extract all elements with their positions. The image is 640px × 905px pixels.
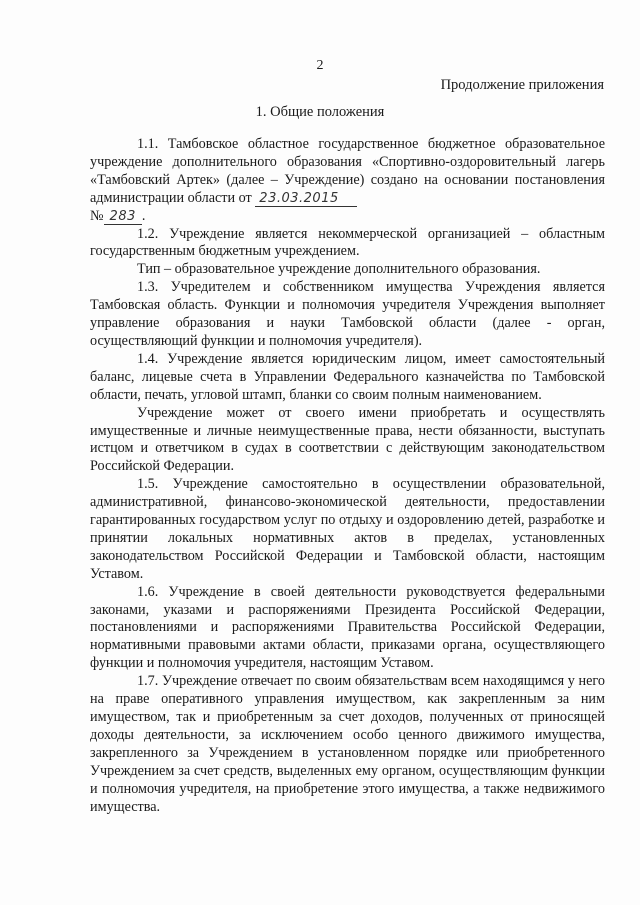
paragraph: Учреждение может от своего имени приобретать и осуществлять имущественные и личные неимущественные права, нести обязанности, выступать истцом и ответчиком в судах в соответствии с действующим законодательством Российской Федерации. xyxy=(90,404,605,475)
document-body xyxy=(90,136,605,816)
page-number: 2 xyxy=(316,58,324,73)
paragraph: 1.5. Учреждение самостоятельно в осуществлении образовательной, административной, финансово-экономической деятельности, предоставлении гарантированных государством услуг по отдыху и оздоровлению детей, разработке и принятии локальных нормативных актов в пределах, установленных законодательством Российской Федерации и Тамбовской области, настоящим Уставом. xyxy=(90,476,605,582)
paragraph: 1.7. Учреждение отвечает по своим обязательствам всем находящимся у него на праве оперативного управления имуществом, как закрепленным за ним имуществом, так и приобретенным за счет доходов, полученных от приносящей доходы деятельности, за исключением особо ценного движимого имущества, закрепленного за Учреждением в установленном порядке или приобретенного Учреждением за счет средств, выделенных ему органом, осуществляющим функции и полномочия учредителя, на приобретение этого имущества, а также недвижимого имущества. xyxy=(90,673,605,815)
paragraph: 1.6. Учреждение в своей деятельности руководствуется федеральными законами, указами и распоряжениями Президента Российской Федерации, постановлениями и распоряжениями Правительства Российской Федерации, нормативными правовыми актами области, приказами органа, осуществляющего функции и полномочия учредителя, настоящим Уставом. xyxy=(90,583,605,672)
paragraph-1-1-text: 1.1. Тамбовское областное государственное бюджетное образовательное учреждение дополнительного образования «Спортивно-оздоровительный лагерь «Тамбовский Артек» (далее – Учреждение) создано на основании постановления администрации области от xyxy=(90,136,605,206)
number-label: № xyxy=(90,207,104,224)
paragraph: 1.4. Учреждение является юридическим лицом, имеет самостоятельный баланс, лицевые счета в Управлении Федерального казначейства по Тамбовской области, печать, угловой штамп, бланки со своим полным наименованием. xyxy=(90,350,605,403)
paragraph-1-1-end: . xyxy=(141,207,146,224)
handwritten-date: 23.03.2015 xyxy=(255,191,356,207)
paragraph: 1.2. Учреждение является некоммерческой организацией – областным государственным бюджетным учреждением. xyxy=(90,225,605,260)
paragraph: 1.3. Учредителем и собственником имущества Учреждения является Тамбовская область. Функции и полномочия учредителя Учреждения выполняет управление образования и науки Тамбовской области (далее - орган, осуществляющий функции и полномочия учредителя). xyxy=(90,279,605,349)
handwritten-number: 283 xyxy=(104,209,142,225)
paragraph: Тип – образовательное учреждение дополнительного образования. xyxy=(137,261,541,278)
paragraph-1-1 xyxy=(90,136,605,226)
section-title: 1. Общие положения xyxy=(255,104,385,120)
continuation-note: Продолжение приложения xyxy=(440,77,604,93)
